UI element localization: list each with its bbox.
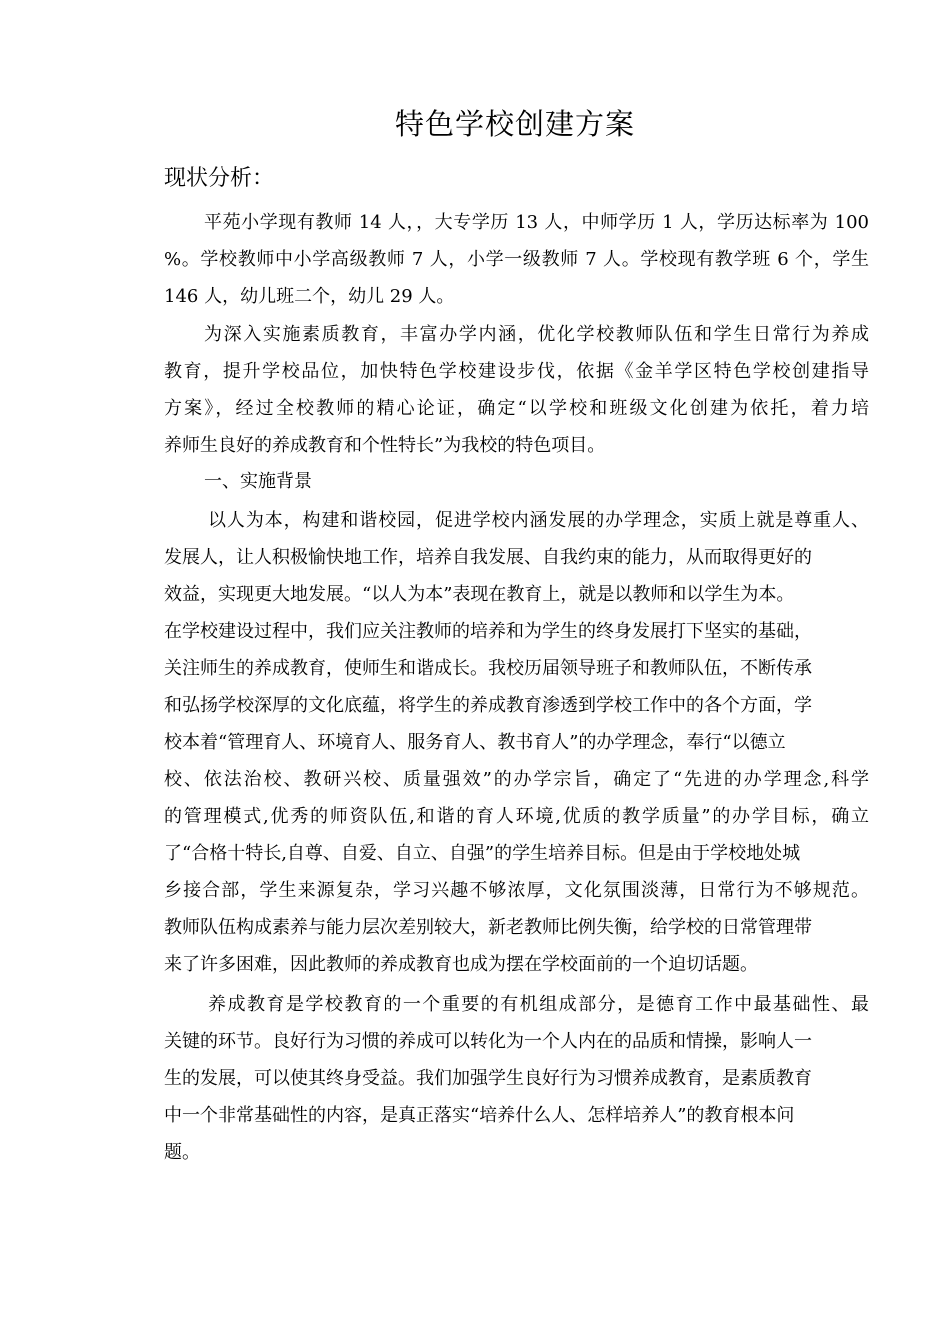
text-line: 了“合格十特长,自尊、自爱、自立、自强”的学生培养目标。但是由于学校地处城 (164, 843, 801, 864)
section-heading: 现状分析： (164, 166, 275, 191)
text-line: 在学校建设过程中，我们应关注教师的培养和为学生的终身发展打下坚实的基础， (164, 621, 812, 642)
text-line: 和弘扬学校深厚的文化底蕴，将学生的养成教育渗透到学校工作中的各个方面，学 (164, 695, 812, 716)
paragraph-background (164, 502, 869, 983)
text-line: 教师队伍构成素养与能力层次差别较大，新老教师比例失衡，给学校的日常管理带 (164, 917, 812, 938)
text-line: 题。 (164, 1142, 200, 1163)
text-line: 平苑小学现有教师 14 人，，大专学历 13 人，中师学历 1 人，学历达标率为 100 (204, 212, 869, 233)
text-line: 来了许多困难，因此教师的养成教育也成为摆在学校面前的一个迫切话题。 (164, 954, 758, 975)
text-line: 方案》，经过全校教师的精心论证，确定“以学校和班级文化创建为依托，着力培 (164, 398, 869, 419)
paragraph-project-goal (164, 316, 869, 464)
paragraph-habit-education (164, 986, 869, 1171)
text-line: 为深入实施素质教育，丰富办学内涵，优化学校教师队伍和学生日常行为养成 (204, 324, 869, 345)
text-line: 146 人，幼儿班二个，幼儿 29 人。 (164, 286, 455, 307)
text-line: 中一个非常基础性的内容，是真正落实“培养什么人、怎样培养人”的教育根本问 (164, 1105, 795, 1126)
text-line: 关键的环节。良好行为习惯的养成可以转化为一个人内在的品质和情操，影响人一 (164, 1031, 812, 1052)
text-line: 的管理模式,优秀的师资队伍,和谐的育人环境,优质的教学质量”的办学目标，确立 (164, 806, 869, 827)
text-line: %。学校教师中小学高级教师 7 人，小学一级教师 7 人。学校现有教学班 6 个，学生 (164, 249, 869, 270)
text-line: 一、实施背景 (204, 471, 312, 492)
text-line: 教育，提升学校品位，加快特色学校建设步伐，依据《金羊学区特色学校创建指导 (164, 361, 869, 382)
document-title: 特色学校创建方案 (394, 107, 635, 141)
paragraph-staff-status (164, 204, 869, 315)
text-line: 效益，实现更大地发展。“以人为本”表现在教育上，就是以教师和以学生为本。 (164, 584, 795, 605)
text-line: 发展人，让人积极愉快地工作，培养自我发展、自我约束的能力，从而取得更好的 (164, 547, 812, 568)
text-line: 关注师生的养成教育，使师生和谐成长。我校历届领导班子和教师队伍，不断传承 (164, 658, 812, 679)
text-line: 以人为本，构建和谐校园，促进学校内涵发展的办学理念，实质上就是尊重人、 (208, 510, 869, 531)
text-line: 校、依法治校、教研兴校、质量强效”的办学宗旨，确定了“先进的办学理念,科学 (164, 769, 869, 790)
text-line: 校本着“管理育人、环境育人、服务育人、教书育人”的办学理念，奉行“以德立 (164, 732, 786, 753)
section-heading-background (164, 463, 869, 500)
text-line: 养师生良好的养成教育和个性特长”为我校的特色项目。 (164, 435, 606, 456)
text-line: 生的发展，可以使其终身受益。我们加强学生良好行为习惯养成教育，是素质教育 (164, 1068, 812, 1089)
text-line: 养成教育是学校教育的一个重要的有机组成部分，是德育工作中最基础性、最 (208, 994, 869, 1015)
text-line: 乡接合部，学生来源复杂，学习兴趣不够浓厚，文化氛围淡薄，日常行为不够规范。 (164, 880, 869, 901)
